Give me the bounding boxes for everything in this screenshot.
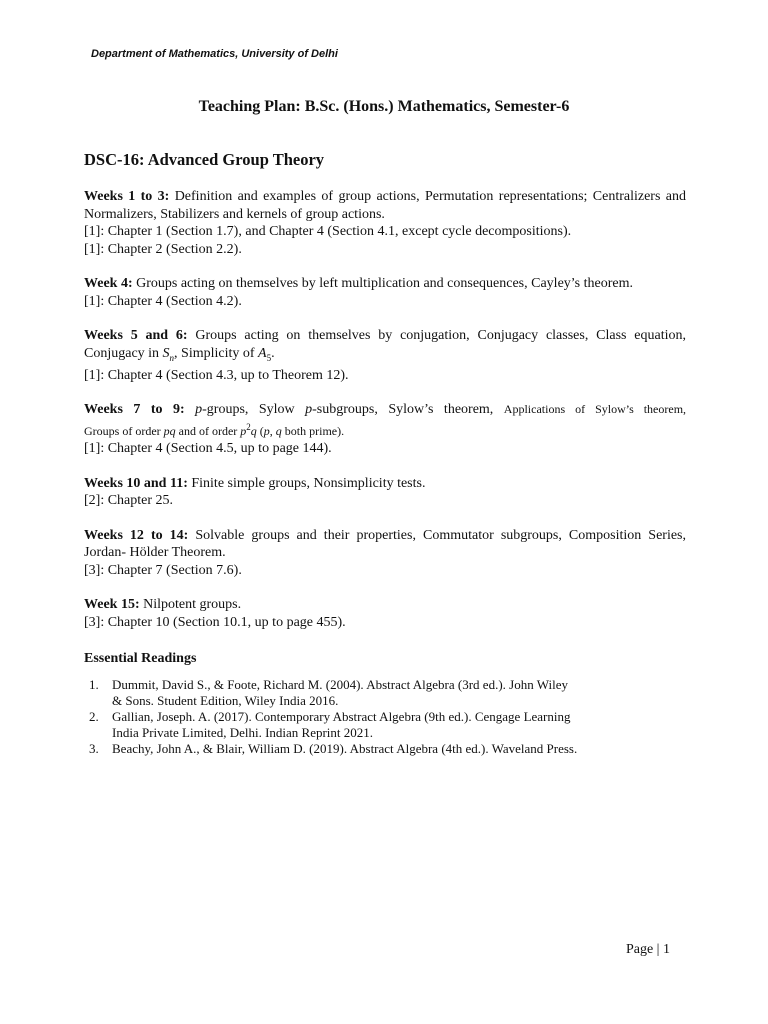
week-topics: -groups, Sylow [202, 402, 306, 418]
week-topics: ( [256, 423, 264, 438]
week-block-12-14 [84, 527, 686, 580]
math-symbol: S [162, 345, 170, 361]
math-superscript: 2 [246, 421, 251, 432]
week-topics: Definition and examples of group actions, Permutation representations; Centralizers and Normalizers, Stabilizers and kernels of group actions. [84, 189, 687, 222]
week-label: Weeks 5 and 6: [84, 328, 188, 343]
reading-text: Gallian, Joseph. A. (2017). Contemporary Abstract Algebra (9th ed.). Cengage Learning [112, 709, 571, 724]
week-reference: [3]: Chapter 7 (Section 7.6). [84, 562, 242, 578]
page-title: Teaching Plan: B.Sc. (Hons.) Mathematics, Semester-6 [198, 98, 570, 115]
week-block-4 [84, 275, 686, 310]
math-symbol: pq [163, 423, 176, 438]
week-label: Weeks 1 to 3: [84, 189, 170, 204]
week-reference: [1]: Chapter 4 (Section 4.3, up to Theorem 12). [84, 367, 349, 383]
math-symbol: q [275, 423, 282, 438]
week-block-15 [84, 596, 686, 631]
week-block-1-3 [84, 188, 686, 258]
week-topics: Groups acting on themselves by conjugation, Conjugacy classes, Class equation, Conjugacy in [84, 328, 686, 361]
reading-number: 2. [89, 709, 99, 724]
week-block-5-6 [84, 327, 686, 384]
week-topics: Groups acting on themselves by left multiplication and consequences, Cayley’s theorem. [136, 276, 633, 291]
week-topics: and of order [175, 423, 241, 438]
week-label: Weeks 7 to 9: [84, 402, 185, 418]
math-symbol: p [195, 402, 203, 418]
week-label: Week 4: [84, 276, 133, 291]
reading-number: 3. [89, 741, 99, 756]
week-topics: -subgroups, Sylow’s theorem, [312, 402, 494, 418]
math-symbol: p [305, 402, 313, 418]
week-reference: [1]: Chapter 4 (Section 4.5, up to page 144). [84, 441, 332, 457]
math-subscript: n [169, 352, 175, 363]
week-topics: both prime). [281, 423, 345, 438]
week-block-10-11 [84, 475, 686, 510]
reading-text: Dummit, David S., & Foote, Richard M. (2004). Abstract Algebra (3rd ed.). John Wiley [112, 677, 568, 692]
math-symbol: A [258, 345, 267, 361]
week-block-7-9 [84, 401, 686, 458]
reading-text: Beachy, John A., & Blair, William D. (2019). Abstract Algebra (4th ed.). Waveland Press. [112, 741, 578, 756]
week-topics: Solvable groups and their properties, Commutator subgroups, Composition Series, Jordan- Hölder Theorem. [84, 527, 687, 561]
math-symbol: q [250, 423, 257, 438]
math-symbol: p [240, 423, 247, 438]
week-label: Weeks 10 and 11: [84, 475, 188, 491]
week-reference: [1]: Chapter 2 (Section 2.2). [84, 241, 242, 257]
readings-list [84, 677, 624, 757]
week-topics: . [271, 345, 275, 361]
week-reference: [1]: Chapter 4 (Section 4.2). [84, 293, 242, 309]
page-number: Page | 1 [625, 942, 670, 957]
week-label: Weeks 12 to 14: [84, 527, 189, 543]
math-symbol: p [263, 423, 270, 438]
week-reference: [1]: Chapter 1 (Section 1.7), and Chapter 4 (Section 4.1, except cycle decompositions). [84, 224, 572, 239]
reading-number: 1. [89, 677, 99, 692]
readings-heading: Essential Readings [84, 651, 197, 666]
week-topics: Finite simple groups, Nonsimplicity tests. [191, 475, 426, 491]
reading-item [84, 709, 624, 741]
reading-item [84, 677, 624, 709]
week-topics: Nilpotent groups. [143, 597, 242, 613]
week-reference: [2]: Chapter 25. [84, 493, 174, 509]
weekly-plan [84, 188, 686, 648]
department-header: Department of Mathematics, University of Delhi [91, 48, 338, 60]
week-label: Week 15: [84, 597, 140, 613]
week-reference: [3]: Chapter 10 (Section 10.1, up to page 455). [84, 614, 346, 630]
reading-text: & Sons. Student Edition, Wiley India 2016. [112, 693, 339, 708]
week-topics: , Simplicity of [174, 345, 259, 361]
course-title: DSC-16: Advanced Group Theory [84, 150, 325, 169]
math-subscript: 5 [266, 352, 272, 363]
week-topics: , [269, 423, 276, 438]
reading-text: India Private Limited, Delhi. Indian Reprint 2021. [112, 725, 374, 740]
week-topics: Applications of Sylow’s theorem, [503, 402, 687, 417]
reading-item [84, 741, 624, 757]
week-topics: Groups of order [84, 423, 164, 438]
